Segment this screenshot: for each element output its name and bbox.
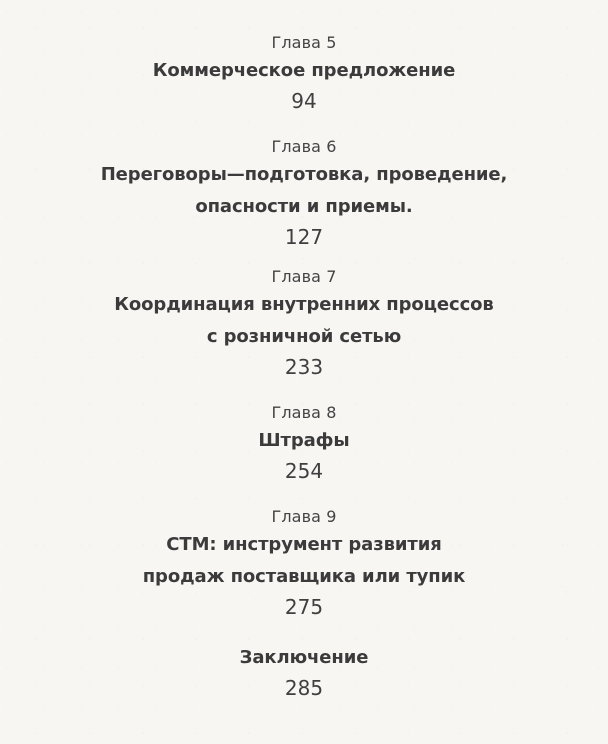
page-number: 285 <box>284 676 324 700</box>
chapter-title-line: Переговоры—подготовка, проведение, <box>100 164 508 185</box>
toc-entry-chapter-6 <box>0 136 608 252</box>
toc-entry-conclusion <box>0 643 608 703</box>
chapter-title-line: СТМ: инструмент развития <box>166 534 442 555</box>
page-number: 233 <box>284 355 324 379</box>
toc-entry-chapter-9 <box>0 506 608 622</box>
chapter-title-line: опасности и приемы. <box>195 196 413 217</box>
chapter-label: Глава 6 <box>271 137 337 156</box>
chapter-label: Глава 5 <box>271 33 337 52</box>
page-number: 275 <box>284 595 324 619</box>
chapter-title-line: с розничной сетью <box>206 326 402 347</box>
toc-entry-chapter-8 <box>0 402 608 486</box>
page-number: 94 <box>291 89 317 113</box>
chapter-title-line: Штрафы <box>258 430 350 451</box>
chapter-label: Глава 8 <box>271 403 337 422</box>
page-number: 127 <box>284 225 324 249</box>
toc-entry-chapter-5 <box>0 32 608 116</box>
chapter-label: Глава 7 <box>271 267 337 286</box>
chapter-title-line: Координация внутренних процессов <box>114 294 494 315</box>
conclusion-title: Заключение <box>239 647 369 668</box>
chapter-title-line: Коммерческое предложение <box>152 60 456 81</box>
page-number: 254 <box>284 459 324 483</box>
chapter-title-line: продаж поставщика или тупик <box>142 566 466 587</box>
toc-entry-chapter-7 <box>0 266 608 382</box>
chapter-label: Глава 9 <box>271 507 337 526</box>
